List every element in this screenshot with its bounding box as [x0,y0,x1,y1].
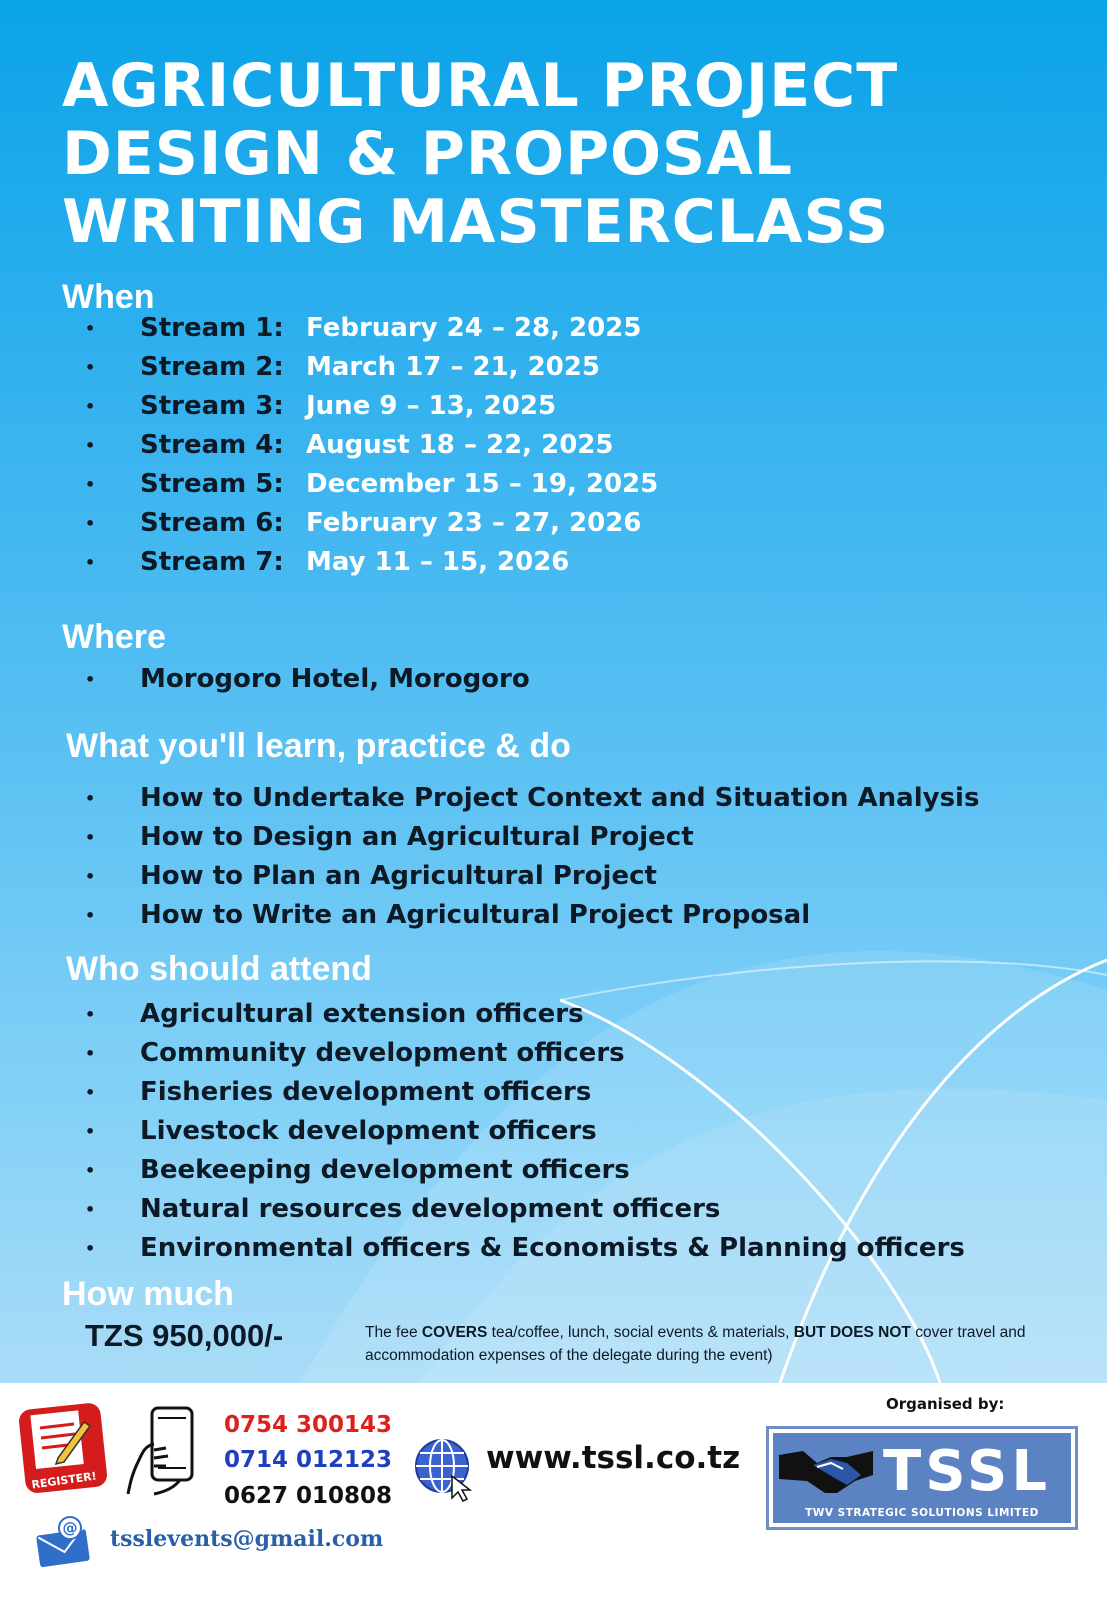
how-much-heading: How much [62,1275,234,1313]
title-line-3: WRITING MASTERCLASS [62,187,890,257]
email-link[interactable]: tsslevents@gmail.com [110,1526,384,1552]
list-item: • Natural resources development officers [85,1194,721,1224]
when-heading: When [62,278,155,316]
fee-note: The fee COVERS tea/coffee, lunch, social events & materials, BUT DOES NOT cover travel and accommodation expenses of the delegate during the event) [365,1324,1026,1364]
learn-heading: What you'll learn, practice & do [66,727,571,765]
list-item: • Stream 4: August 18 – 22, 2025 [85,430,614,460]
logo-text: TSSL [883,1439,1052,1504]
attend-heading: Who should attend [66,950,372,988]
organised-by-label: Organised by: [886,1395,1005,1413]
page-title [62,52,1062,256]
website-link[interactable]: www.tssl.co.tz [486,1440,741,1476]
list-item: • Stream 7: May 11 – 15, 2026 [85,547,570,577]
list-item: • Livestock development officers [85,1116,597,1146]
logo-panel [773,1433,1071,1523]
list-item: • Stream 2: March 17 – 21, 2025 [85,352,600,382]
organiser-logo [766,1426,1078,1530]
list-item: • Stream 6: February 23 – 27, 2026 [85,508,642,538]
list-item: • Beekeeping development officers [85,1155,630,1185]
title-line-1: AGRICULTURAL PROJECT [62,51,899,121]
where-list [0,660,530,699]
email-icon [34,1514,100,1570]
where-heading: Where [62,618,166,656]
streams-list [0,309,659,582]
register-icon[interactable] [18,1400,110,1495]
list-item: • Morogoro Hotel, Morogoro [85,664,530,694]
list-item: • Agricultural extension officers [85,999,584,1029]
register-label: REGISTER! [30,1469,98,1492]
learn-list [0,779,979,935]
list-item: • How to Undertake Project Context and Situation Analysis [85,783,980,813]
phone-number-2[interactable]: 0714 012123 [224,1447,393,1473]
list-item: • How to Plan an Agricultural Project [85,861,657,891]
list-item: • Community development officers [85,1038,625,1068]
list-item: • How to Write an Agricultural Project Proposal [85,900,811,930]
logo-subtitle: TWV STRATEGIC SOLUTIONS LIMITED [805,1507,1039,1519]
phone-number-3[interactable]: 0627 010808 [224,1483,393,1509]
list-item: • Fisheries development officers [85,1077,592,1107]
phone-number-1[interactable]: 0754 300143 [224,1412,393,1438]
list-item: • Environmental officers & Economists & Planning officers [85,1233,965,1263]
list-item: • Stream 1: February 24 – 28, 2025 [85,313,642,343]
email-symbol: @ [62,1519,78,1537]
list-item: • Stream 5: December 15 – 19, 2025 [85,469,659,499]
list-item: • Stream 3: June 9 – 13, 2025 [85,391,557,421]
phone-hand-icon [124,1404,200,1496]
list-item: • How to Design an Agricultural Project [85,822,694,852]
handshake-icon [777,1441,875,1501]
price: TZS 950,000/- [85,1318,284,1353]
attend-list [0,995,965,1268]
title-line-2: DESIGN & PROPOSAL [62,119,793,189]
globe-icon [412,1436,478,1502]
